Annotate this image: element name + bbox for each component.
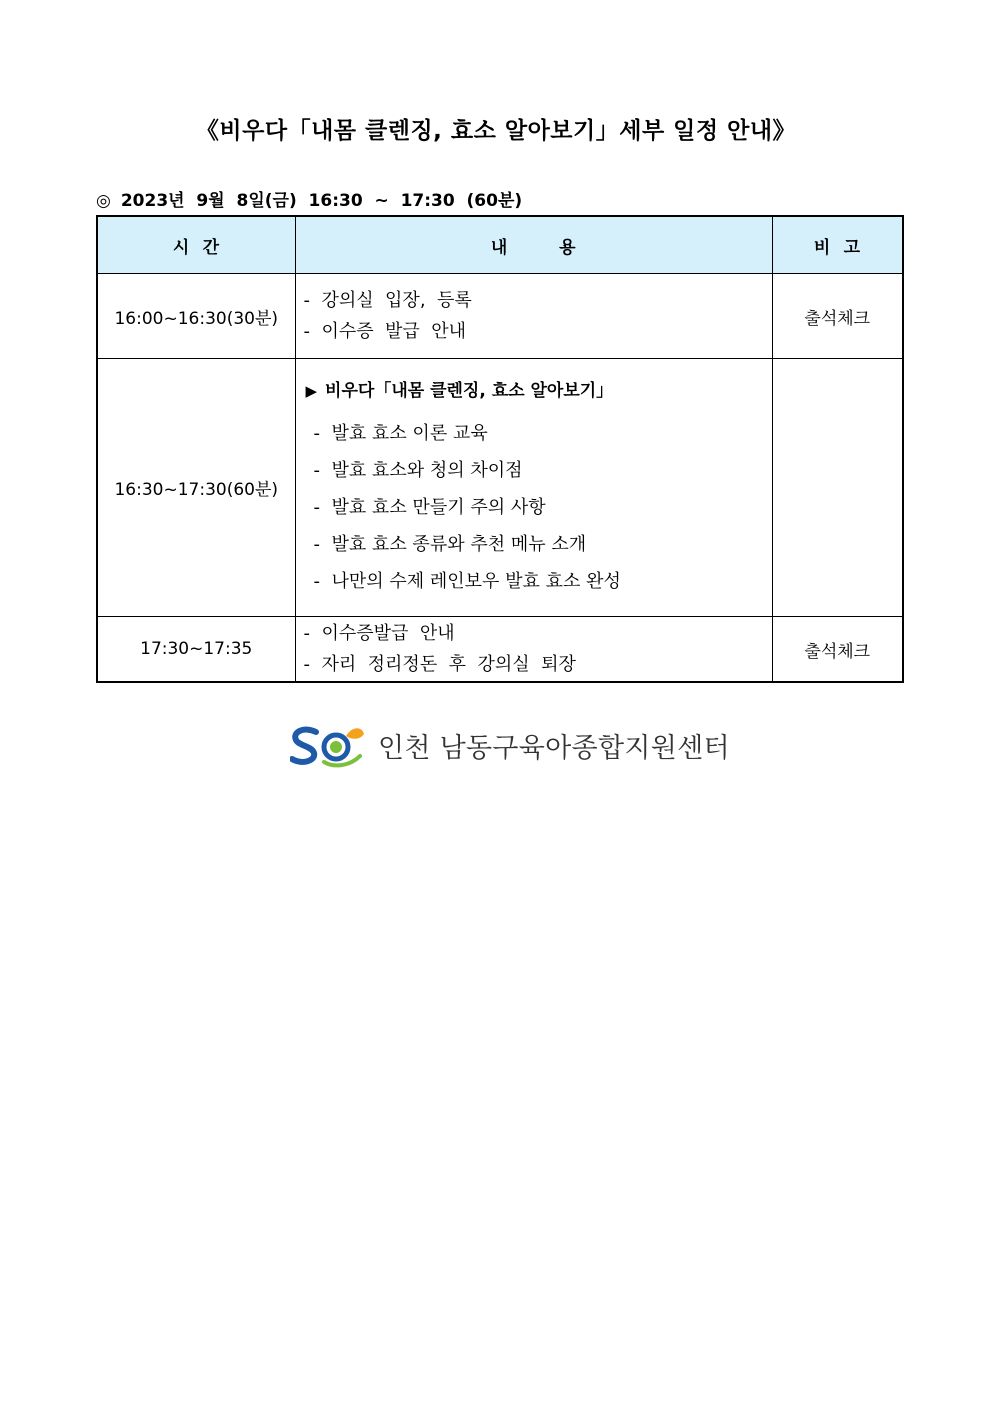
content-line: - 나만의 수제 레인보우 발효 효소 완성 — [313, 570, 621, 592]
triangle-right-icon: ▶ — [305, 381, 318, 400]
content-line: - 강의실 입장, 등록 — [303, 290, 472, 311]
organization-name: 인천 남동구육아종합지원센터 — [378, 732, 730, 764]
note-cell: 출석체크 — [772, 617, 903, 683]
date-text: 2023년 9월 8일(금) 16:30 ~ 17:30 (60분) — [120, 191, 523, 211]
content-line: - 발효 효소와 청의 차이점 — [313, 459, 523, 481]
time-cell: 17:30~17:35 — [97, 617, 295, 683]
content-line: - 발효 효소 이론 교육 — [313, 422, 488, 444]
time-cell: 16:00~16:30(30분) — [97, 274, 295, 359]
content-cell — [295, 359, 772, 617]
content-line: - 이수증발급 안내 — [303, 623, 455, 644]
page-title: 《비우다「내몸 클렌징, 효소 알아보기」세부 일정 안내》 — [195, 118, 797, 144]
content-cell — [295, 274, 772, 359]
program-subhead-text: 비우다「내몸 클렌징, 효소 알아보기」 — [325, 380, 614, 401]
sc-logo-icon — [290, 722, 366, 768]
schedule-table — [96, 215, 904, 683]
content-line: - 발효 효소 종류와 추천 메뉴 소개 — [313, 533, 587, 555]
header-content: 내 용 — [295, 216, 772, 274]
header-note: 비 고 — [772, 216, 903, 274]
header-time: 시 간 — [97, 216, 295, 274]
table-row — [97, 274, 903, 359]
table-row — [97, 359, 903, 617]
content-line: - 자리 정리정돈 후 강의실 퇴장 — [303, 654, 576, 675]
content-cell — [295, 617, 772, 683]
date-line — [96, 186, 522, 211]
note-cell: 출석체크 — [772, 274, 903, 359]
content-line: - 이수증 발급 안내 — [303, 321, 467, 342]
circle-mark-icon: ◎ — [96, 191, 111, 211]
time-cell: 16:30~17:30(60분) — [97, 359, 295, 617]
program-subhead — [296, 376, 772, 401]
organization-logo — [290, 722, 730, 768]
content-line: - 발효 효소 만들기 주의 사항 — [313, 496, 546, 518]
table-header-row — [97, 216, 903, 274]
note-cell — [772, 359, 903, 617]
table-row — [97, 617, 903, 683]
